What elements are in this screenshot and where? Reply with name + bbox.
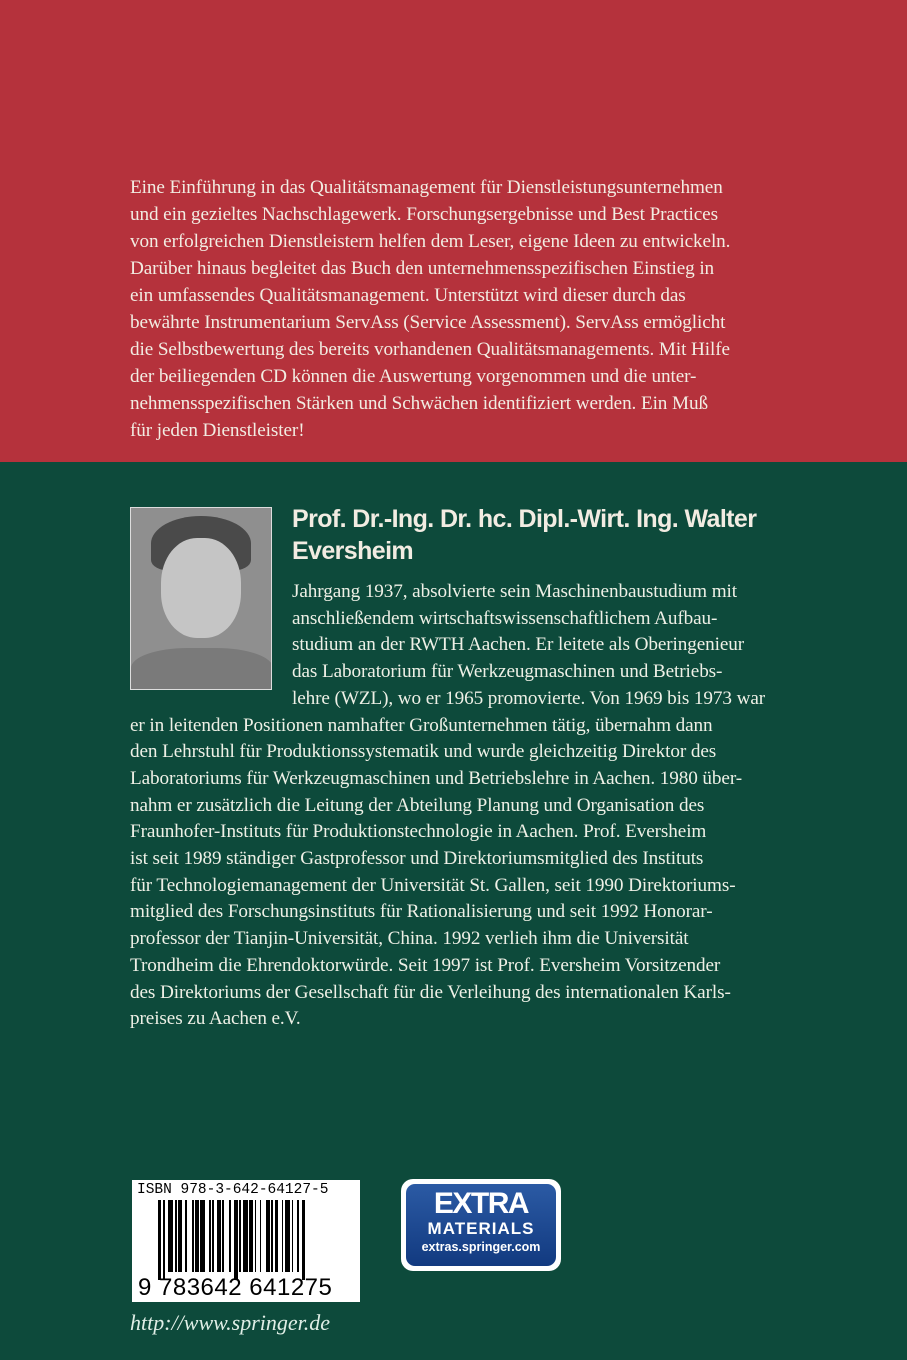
bio-line: das Laboratorium für Werkzeugmaschinen und Betriebs- [292, 661, 723, 683]
bio-line: anschließendem wirtschaftswissenschaftlichem Aufbau- [292, 607, 718, 629]
bio-line: für Technologiemanagement der Universität St. Gallen, seit 1990 Direktoriums- [130, 874, 736, 896]
bio-line: er in leitenden Positionen namhafter Großunternehmen tätig, übernahm dann [130, 714, 713, 736]
bio-line: Jahrgang 1937, absolvierte sein Maschinenbaustudium mit [292, 581, 737, 602]
blurb-line: ein umfassendes Qualitätsmanagement. Unterstützt wird dieser durch das [130, 285, 686, 306]
bio-line: lehre (WZL), wo er 1965 promovierte. Von 1969 bis 1973 war [292, 687, 766, 709]
bio-line: ist seit 1989 ständiger Gastprofessor und Direktoriumsmitglied des Instituts [130, 848, 704, 869]
blurb-line: die Selbstbewertung des bereits vorhandenen Qualitätsmanagements. Mit Hilfe [130, 339, 730, 360]
author-photo [130, 507, 272, 690]
bio-line: preises zu Aachen e.V. [130, 1008, 301, 1030]
bio-line: des Direktoriums der Gesellschaft für die Verleihung des internationalen Karls- [130, 981, 731, 1003]
blurb-line: der beiliegenden CD können die Auswertung vorgenommen und die unter- [130, 366, 697, 387]
bio-line: Laboratoriums für Werkzeugmaschinen und Betriebslehre in Aachen. 1980 über- [130, 767, 743, 789]
blurb-line: Darüber hinaus begleitet das Buch den unternehmensspezifischen Einstieg in [130, 258, 715, 279]
blurb-line: Eine Einführung in das Qualitätsmanagement für Dienstleistungsunternehmen [130, 177, 723, 198]
author-name-line-2: Eversheim [292, 537, 414, 565]
isbn-barcode [132, 1180, 360, 1302]
bio-line: studium an der RWTH Aachen. Er leitete als Oberingenieur [292, 634, 745, 656]
badge-line-1: EXTRA [433, 1187, 529, 1220]
blurb-section [0, 0, 907, 462]
bio-line: nahm er zusätzlich die Leitung der Abteilung Planung und Organisation des [130, 794, 705, 816]
barcode-bars [158, 1200, 348, 1280]
extra-materials-badge [401, 1179, 561, 1271]
bio-line: den Lehrstuhl für Produktionssystematik und wurde gleichzeitig Direktor des [130, 741, 717, 763]
blurb-line: und ein gezieltes Nachschlagewerk. Forschungsergebnisse und Best Practices [130, 204, 718, 225]
ean-number: 9 783642 641275 [138, 1274, 333, 1301]
bio-line: professor der Tianjin-Universität, China. 1992 verlieh ihm die Universität [130, 928, 689, 950]
bio-line: Fraunhofer-Instituts für Produktionstechnologie in Aachen. Prof. Eversheim [130, 821, 707, 843]
blurb-line: von erfolgreichen Dienstleistern helfen dem Leser, eigene Ideen zu entwickeln. [130, 231, 731, 252]
publisher-url[interactable]: http://www.springer.de [130, 1310, 331, 1335]
badge-line-2: MATERIALS [427, 1219, 535, 1238]
barcode-bar [305, 1200, 307, 1280]
blurb-line: nehmensspezifischen Stärken und Schwächen identifiziert werden. Ein Muß [130, 393, 708, 414]
badge-line-3: extras.springer.com [421, 1240, 541, 1254]
bio-line: Trondheim die Ehrendoktorwürde. Seit 1997 ist Prof. Eversheim Vorsitzender [130, 954, 721, 976]
bio-line: mitglied des Forschungsinstituts für Rationalisierung und seit 1992 Honorar- [130, 901, 713, 923]
blurb-line: bewährte Instrumentarium ServAss (Service Assessment). ServAss ermöglicht [130, 312, 726, 333]
blurb-line: für jeden Dienstleister! [130, 420, 305, 441]
author-name-line-1: Prof. Dr.-Ing. Dr. hc. Dipl.-Wirt. Ing. Walter [292, 505, 757, 533]
isbn-text: ISBN 978-3-642-64127-5 [137, 1182, 329, 1198]
